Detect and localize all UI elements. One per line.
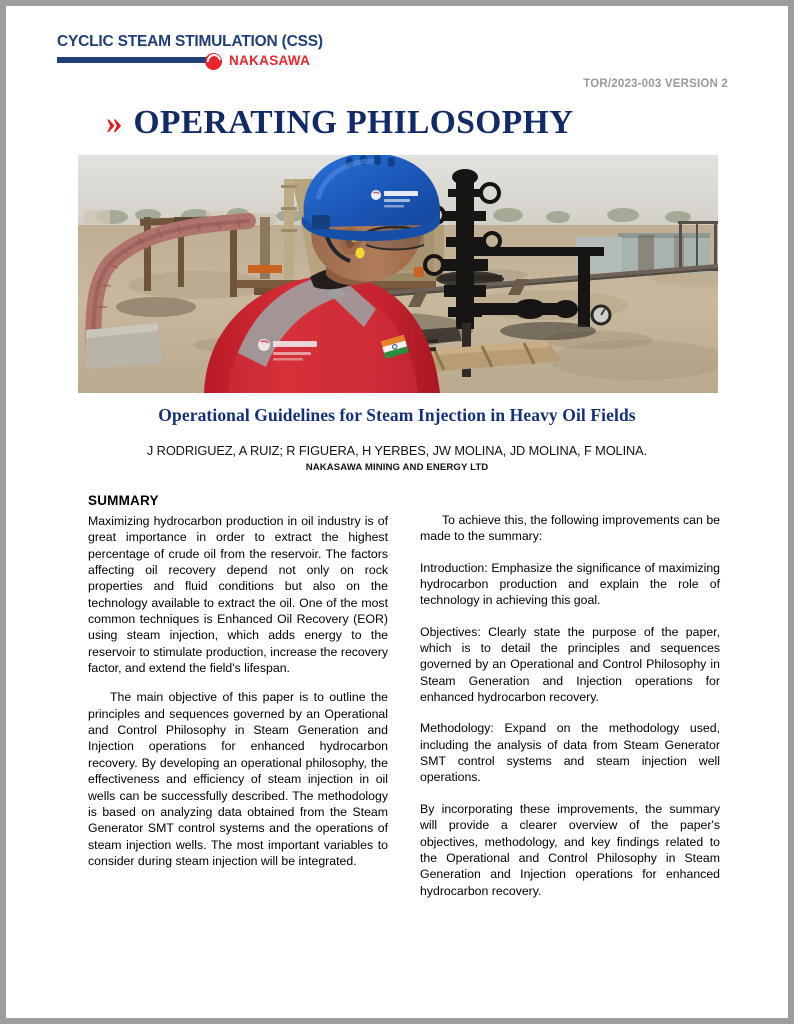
oilfield-photo-illustration <box>78 155 718 393</box>
introduction-paragraph: Introduction: Emphasize the significance of maximizing hydrocarbon production and explain the role of technology in achieving this goal. <box>420 560 720 608</box>
affiliation-text: NAKASAWA MINING AND ENERGY LTD <box>305 462 489 473</box>
summary-paragraph-1: Maximizing hydrocarbon production in oil industry is of great importance in order to extract the highest percentage of crude oil from the reservoir. The factors affecting oil recovery depend not only on rock properties and fluid conditions but also on the technology available to extract the oil. One of the most common techniques is Enhanced Oil Recovery (EOR) using steam injection, which adds energy to the reservoir to stimulate production, increase the recovery factor, and extend the field's lifespan. <box>88 514 388 676</box>
methodology-paragraph: Methodology: Expand on the methodology used, including the analysis of data from Steam Generator SMT control systems and steam injection well operations. <box>420 721 720 785</box>
summary-paragraph-2: The main objective of this paper is to outline the principles and sequences governed by an Operational and Control Philosophy in Steam Generation and Injection operations for enhanced hydrocarbon recovery. By developing an operational philosophy, the effectiveness and efficiency of steam injection in oil wells can be successfully described. The methodology is based on analyzing data obtained from the Steam Generator SMT control systems and the operations of steam injection wells. The most important variables to consider during steam injection will be integrated. <box>88 690 388 868</box>
logo-bar-row <box>57 53 327 69</box>
author-list: J RODRIGUEZ, A RUIZ; R FIGUERA, H YERBES, JW MOLINA, JD MOLINA, F MOLINA. <box>146 443 648 458</box>
document-page <box>6 6 788 1018</box>
logo-brand-word: NAKASAWA <box>229 52 311 68</box>
double-chevron-right-icon: » <box>106 105 123 142</box>
right-column-spacer <box>420 493 720 512</box>
nakasawa-swirl-icon <box>205 53 222 70</box>
body-columns <box>88 493 720 914</box>
logo-title-text: CYCLIC STEAM STIMULATION (CSS) <box>57 33 323 50</box>
swirl-arc-shape <box>204 51 223 70</box>
summary-column-left <box>88 493 388 914</box>
document-reference: TOR/2023-003 VERSION 2 <box>583 78 728 90</box>
conclusion-paragraph: By incorporating these improvements, the summary will provide a clearer overview of the paper's objectives, methodology, and key findings related to the Operational and Control Philosophy in Steam Generation and Injection operations for enhanced hydrocarbon recovery. <box>420 801 720 898</box>
improvements-intro-paragraph: To achieve this, the following improvements can be made to the summary: <box>420 513 720 544</box>
page-title <box>106 105 574 140</box>
oilfield-photo <box>78 155 718 393</box>
logo-navy-bar <box>57 57 209 63</box>
document-subtitle: Operational Guidelines for Steam Injection in Heavy Oil Fields <box>158 405 636 425</box>
brand-logo <box>57 34 327 69</box>
summary-heading: SUMMARY <box>88 493 159 508</box>
page-title-text: OPERATING PHILOSOPHY <box>133 104 574 141</box>
objectives-paragraph: Objectives: Clearly state the purpose of the paper, which is to detail the principles and sequences governed by an Operational and Control Philosophy in Steam Generation and Injection operations for enhanced hydrocarbon recovery. <box>420 624 720 705</box>
summary-column-right <box>420 493 720 914</box>
